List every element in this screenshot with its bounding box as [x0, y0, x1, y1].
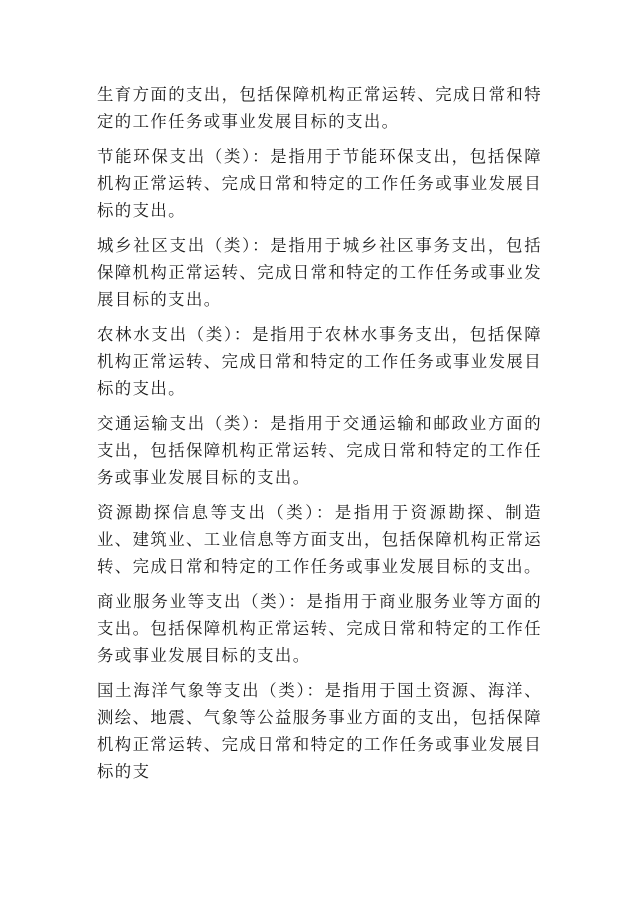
paragraph-transportation: 交通运输支出（类）：是指用于交通运输和邮政业方面的支出，包括保障机构正常运转、完成日常和特定的工作任务或事业发展目标的支出。 — [97, 414, 542, 487]
paragraph-energy-environment: 节能环保支出（类）：是指用于节能环保支出，包括保障机构正常运转、完成日常和特定的工作任务或事业发展目标的支出。 — [97, 147, 542, 220]
paragraph-land-ocean-meteorology: 国土海洋气象等支出（类）：是指用于国土资源、海洋、测绘、地震、气象等公益服务事业方面的支出，包括保障机构正常运转、完成日常和特定的工作任务或事业发展目标的支 — [97, 681, 542, 781]
paragraph-commerce-services: 商业服务业等支出（类）：是指用于商业服务业等方面的支出。包括保障机构正常运转、完成日常和特定的工作任务或事业发展目标的支出。 — [97, 592, 542, 665]
paragraph-agriculture-forestry-water: 农林水支出（类）：是指用于农林水事务支出，包括保障机构正常运转、完成日常和特定的工作任务或事业发展目标的支出。 — [97, 325, 542, 398]
paragraph-education-continued: 生育方面的支出，包括保障机构正常运转、完成日常和特定的工作任务或事业发展目标的支出。 — [97, 85, 542, 131]
paragraph-urban-rural-community: 城乡社区支出（类）：是指用于城乡社区事务支出，包括保障机构正常运转、完成日常和特定的工作任务或事业发展目标的支出。 — [97, 236, 542, 309]
document-page — [97, 81, 542, 793]
paragraph-resource-exploration: 资源勘探信息等支出（类）：是指用于资源勘探、制造业、建筑业、工业信息等方面支出，包括保障机构正常运转、完成日常和特定的工作任务或事业发展目标的支出。 — [97, 503, 542, 576]
